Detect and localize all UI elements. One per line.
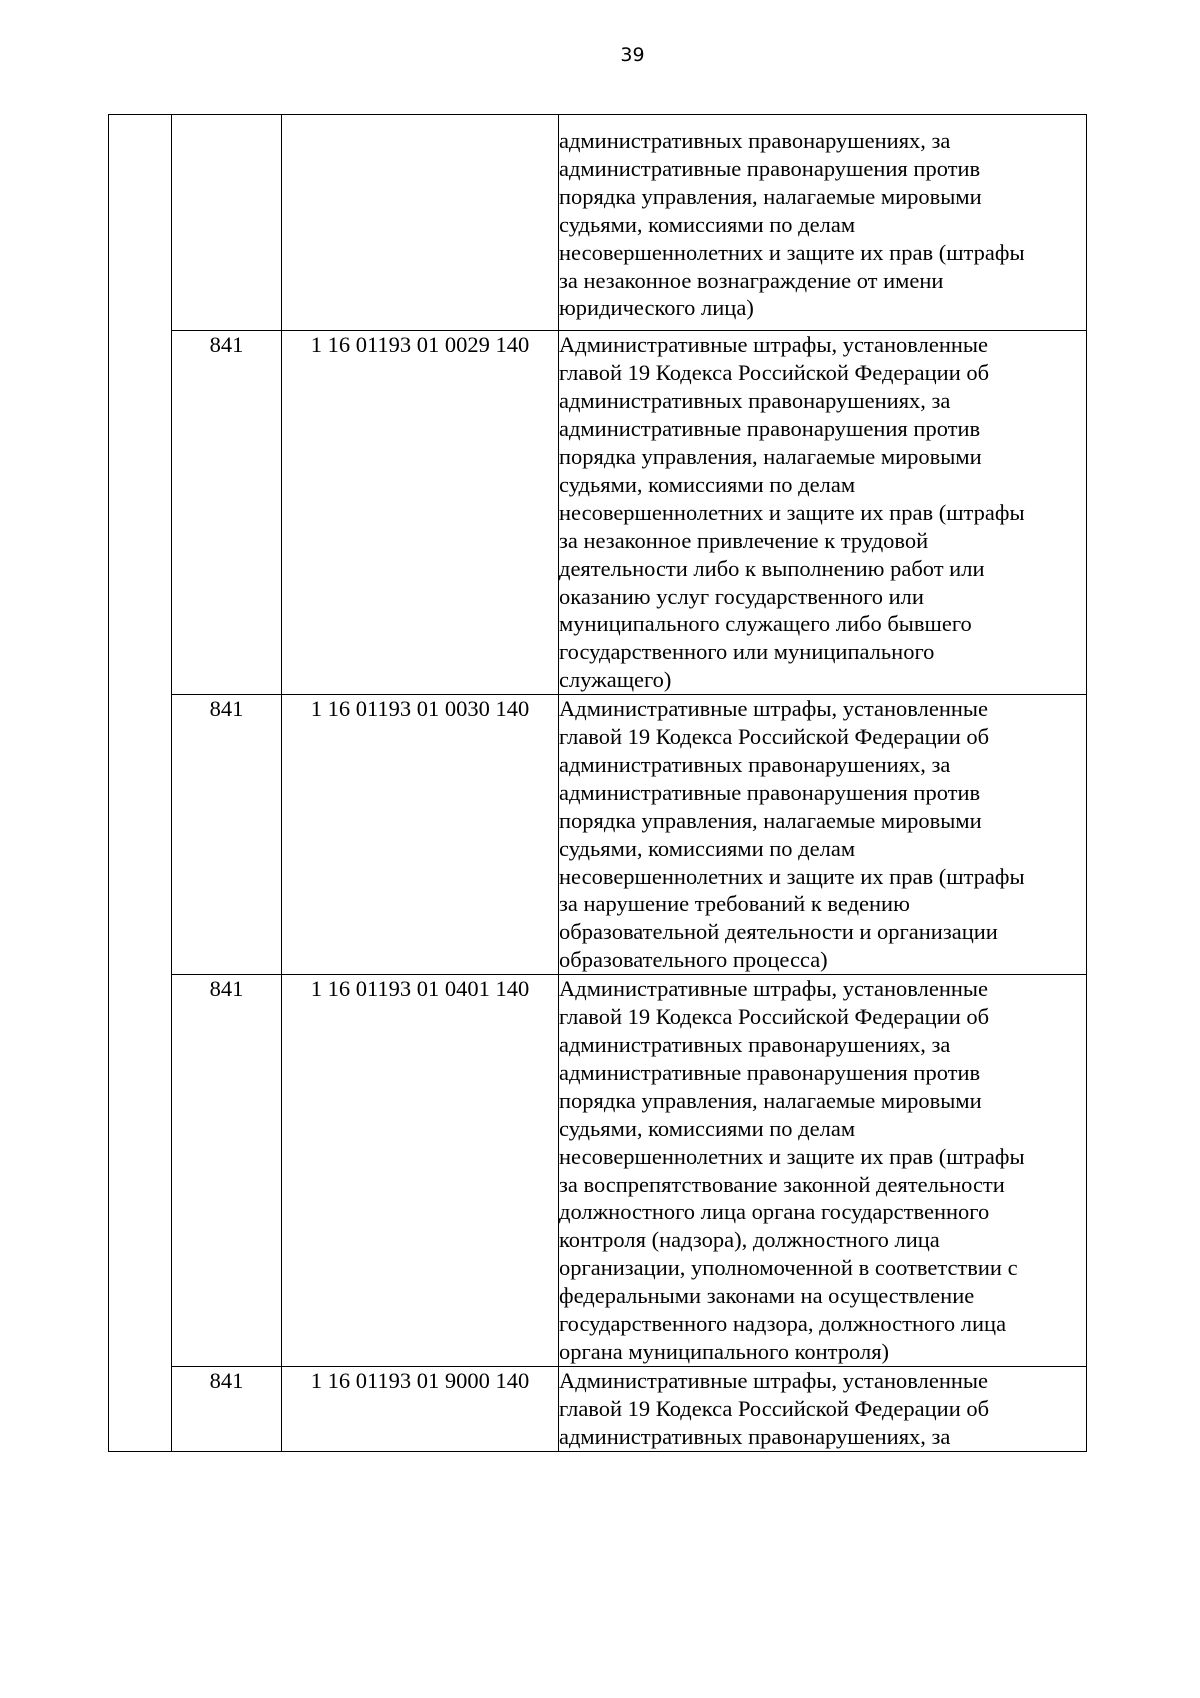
revenue-description-cell <box>559 695 1087 975</box>
row-number-cell <box>109 331 172 695</box>
description-line: судьями, комиссиями по делам <box>559 1115 856 1141</box>
administrator-code-cell <box>172 115 282 331</box>
table-row <box>109 115 1087 331</box>
description-line: административные правонарушения против <box>559 779 981 805</box>
revenue-description-cell <box>559 331 1087 695</box>
description-line: судьями, комиссиями по делам <box>559 471 856 497</box>
description-line: административных правонарушениях, за <box>559 1032 951 1057</box>
description-line: Административные штрафы, установленные <box>559 976 989 1002</box>
description-line: несовершеннолетних и защите их прав (штрафы <box>559 499 1025 525</box>
administrator-code-cell: 841 <box>172 1366 282 1451</box>
description-line: муниципального служащего либо бывшего <box>559 611 972 637</box>
description-line: оказанию услуг государственного или <box>559 583 924 609</box>
description-line: юридического лица) <box>559 295 754 321</box>
row-number-cell <box>109 975 172 1367</box>
budget-classification-code-cell: 1 16 01193 01 0030 140 <box>282 695 559 975</box>
description-line: административных правонарушениях, за <box>559 388 951 414</box>
description-line: органа муниципального контроля) <box>559 1338 890 1364</box>
description-line: административных правонарушениях, за <box>559 751 951 777</box>
description-line: несовершеннолетних и защите их прав (штрафы <box>559 1143 1025 1169</box>
budget-codes-table <box>108 114 1087 1452</box>
description-line: Административные штрафы, установленные <box>559 332 989 358</box>
description-line: служащего) <box>559 667 672 693</box>
description-line: порядка управления, налагаемые мировыми <box>559 1087 982 1113</box>
description-line: административных правонарушениях, за <box>559 128 951 153</box>
row-number-cell <box>109 115 172 331</box>
budget-classification-code-cell: 1 16 01193 01 9000 140 <box>282 1366 559 1451</box>
description-line: несовершеннолетних и защите их прав (штрафы <box>559 239 1025 265</box>
budget-classification-code-cell <box>282 115 559 331</box>
page-number: 39 <box>620 44 645 66</box>
description-line: образовательного процесса) <box>559 947 828 973</box>
row-number-cell <box>109 695 172 975</box>
description-line: за воспрепятствование законной деятельности <box>559 1171 1005 1197</box>
description-line: государственного надзора, должностного лица <box>559 1311 1007 1337</box>
description-line: Административные штрафы, установленные <box>559 696 989 722</box>
description-line: главой 19 Кодекса Российской Федерации об <box>559 360 990 386</box>
table-row <box>109 695 1087 975</box>
description-line: главой 19 Кодекса Российской Федерации об <box>559 1395 990 1421</box>
description-line: федеральными законами на осуществление <box>559 1283 975 1309</box>
description-line: порядка управления, налагаемые мировыми <box>559 183 982 209</box>
revenue-description-cell <box>559 975 1087 1367</box>
description-line: контроля (надзора), должностного лица <box>559 1227 940 1253</box>
description-line: главой 19 Кодекса Российской Федерации об <box>559 1004 990 1030</box>
description-line: судьями, комиссиями по делам <box>559 211 856 237</box>
row-number-cell <box>109 1366 172 1451</box>
administrator-code-cell: 841 <box>172 695 282 975</box>
description-line: Административные штрафы, установленные <box>559 1367 989 1393</box>
administrator-code-cell: 841 <box>172 975 282 1367</box>
description-line: административные правонарушения против <box>559 1059 981 1085</box>
description-line: государственного или муниципального <box>559 639 935 665</box>
table-row <box>109 331 1087 695</box>
description-line: административные правонарушения против <box>559 416 981 442</box>
table-row <box>109 975 1087 1367</box>
revenue-description-cell <box>559 115 1087 331</box>
description-line: образовательной деятельности и организации <box>559 919 998 945</box>
table-row <box>109 1366 1087 1451</box>
description-line: административных правонарушениях, за <box>559 1423 951 1449</box>
description-line: порядка управления, налагаемые мировыми <box>559 443 982 469</box>
description-line: порядка управления, налагаемые мировыми <box>559 807 982 833</box>
table-body <box>109 115 1087 1452</box>
description-line: организации, уполномоченной в соответствии с <box>559 1255 1018 1281</box>
description-line: за незаконное вознаграждение от имени <box>559 267 944 293</box>
revenue-description-cell <box>559 1366 1087 1451</box>
description-line: главой 19 Кодекса Российской Федерации об <box>559 724 990 750</box>
description-line: должностного лица органа государственного <box>559 1199 990 1225</box>
description-line: судьями, комиссиями по делам <box>559 835 856 861</box>
budget-classification-code-cell: 1 16 01193 01 0401 140 <box>282 975 559 1367</box>
description-line: деятельности либо к выполнению работ или <box>559 555 985 581</box>
description-line: несовершеннолетних и защите их прав (штрафы <box>559 863 1025 889</box>
description-line: административные правонарушения против <box>559 155 981 181</box>
description-line: за незаконное привлечение к трудовой <box>559 527 929 553</box>
budget-classification-code-cell: 1 16 01193 01 0029 140 <box>282 331 559 695</box>
administrator-code-cell: 841 <box>172 331 282 695</box>
description-line: за нарушение требований к ведению <box>559 891 910 917</box>
